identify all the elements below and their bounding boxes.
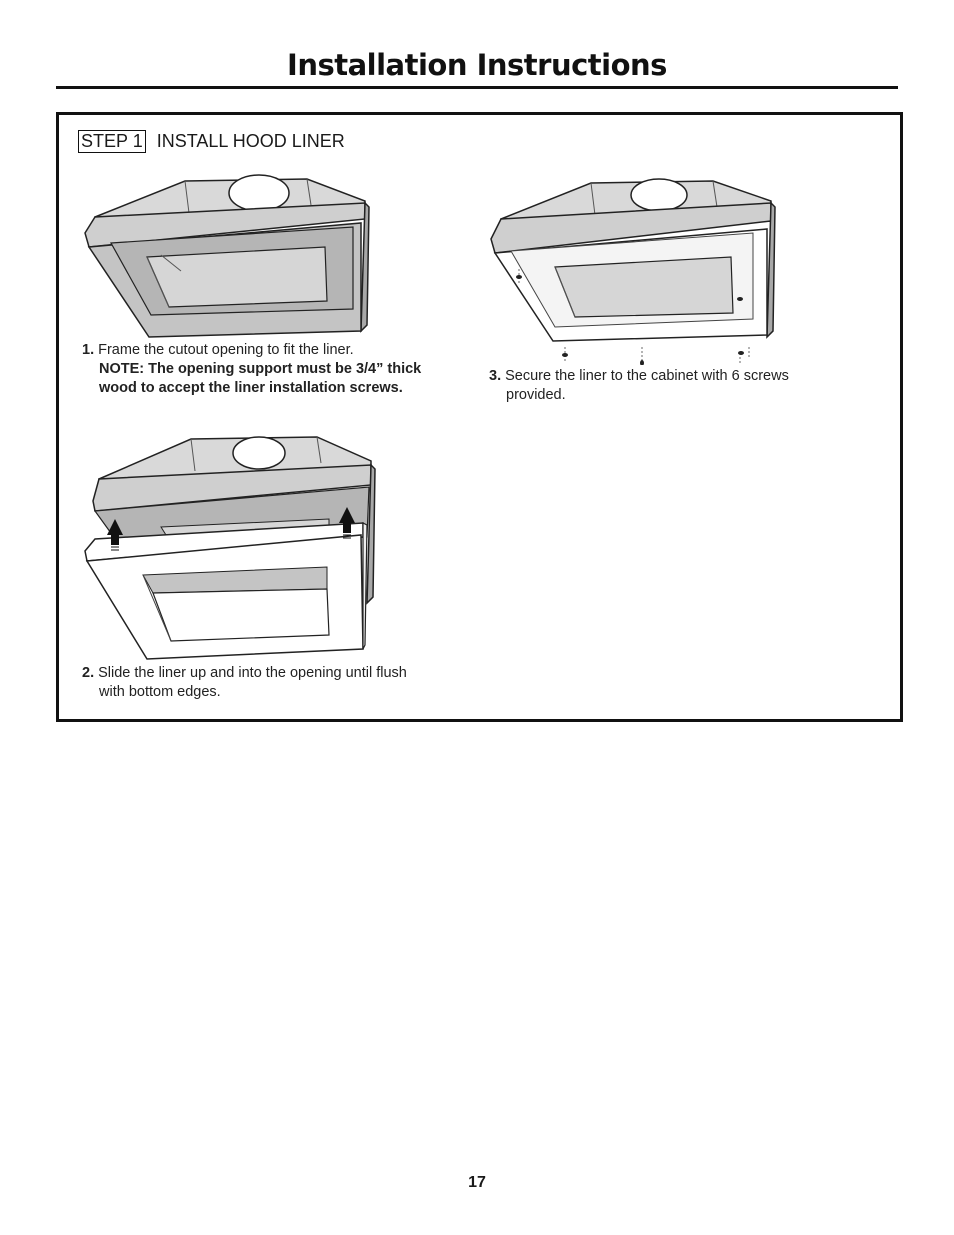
page-title: Installation Instructions [287,48,667,82]
step-1-panel [56,112,903,722]
instruction-1-text: Frame the cutout opening to fit the liner. [98,342,354,358]
instruction-1 [82,341,462,398]
instruction-2-text-line1: Slide the liner up and into the opening until flush [98,665,407,681]
instruction-3-number: 3. [489,368,502,384]
page-number: 17 [468,1174,486,1191]
figure-liner-slide [81,427,381,663]
instruction-2-number: 2. [82,665,95,681]
instruction-1-number: 1. [82,342,95,358]
step-title: INSTALL HOOD LINER [156,131,345,151]
instruction-3-text-line2: provided. [506,387,566,403]
step-header [78,130,345,153]
instruction-3 [489,367,869,405]
instruction-3-text-line1: Secure the liner to the cabinet with 6 screws [505,368,789,384]
figure-hood-cutout [81,173,371,343]
step-label: STEP 1 [78,130,146,153]
instruction-1-note: NOTE: The opening support must be 3/4” thick wood to accept the liner installation screws. [99,361,422,396]
title-divider [56,86,898,89]
instruction-2 [82,664,482,702]
instruction-2-text-line2: with bottom edges. [99,684,221,700]
figure-liner-screws [487,177,779,365]
